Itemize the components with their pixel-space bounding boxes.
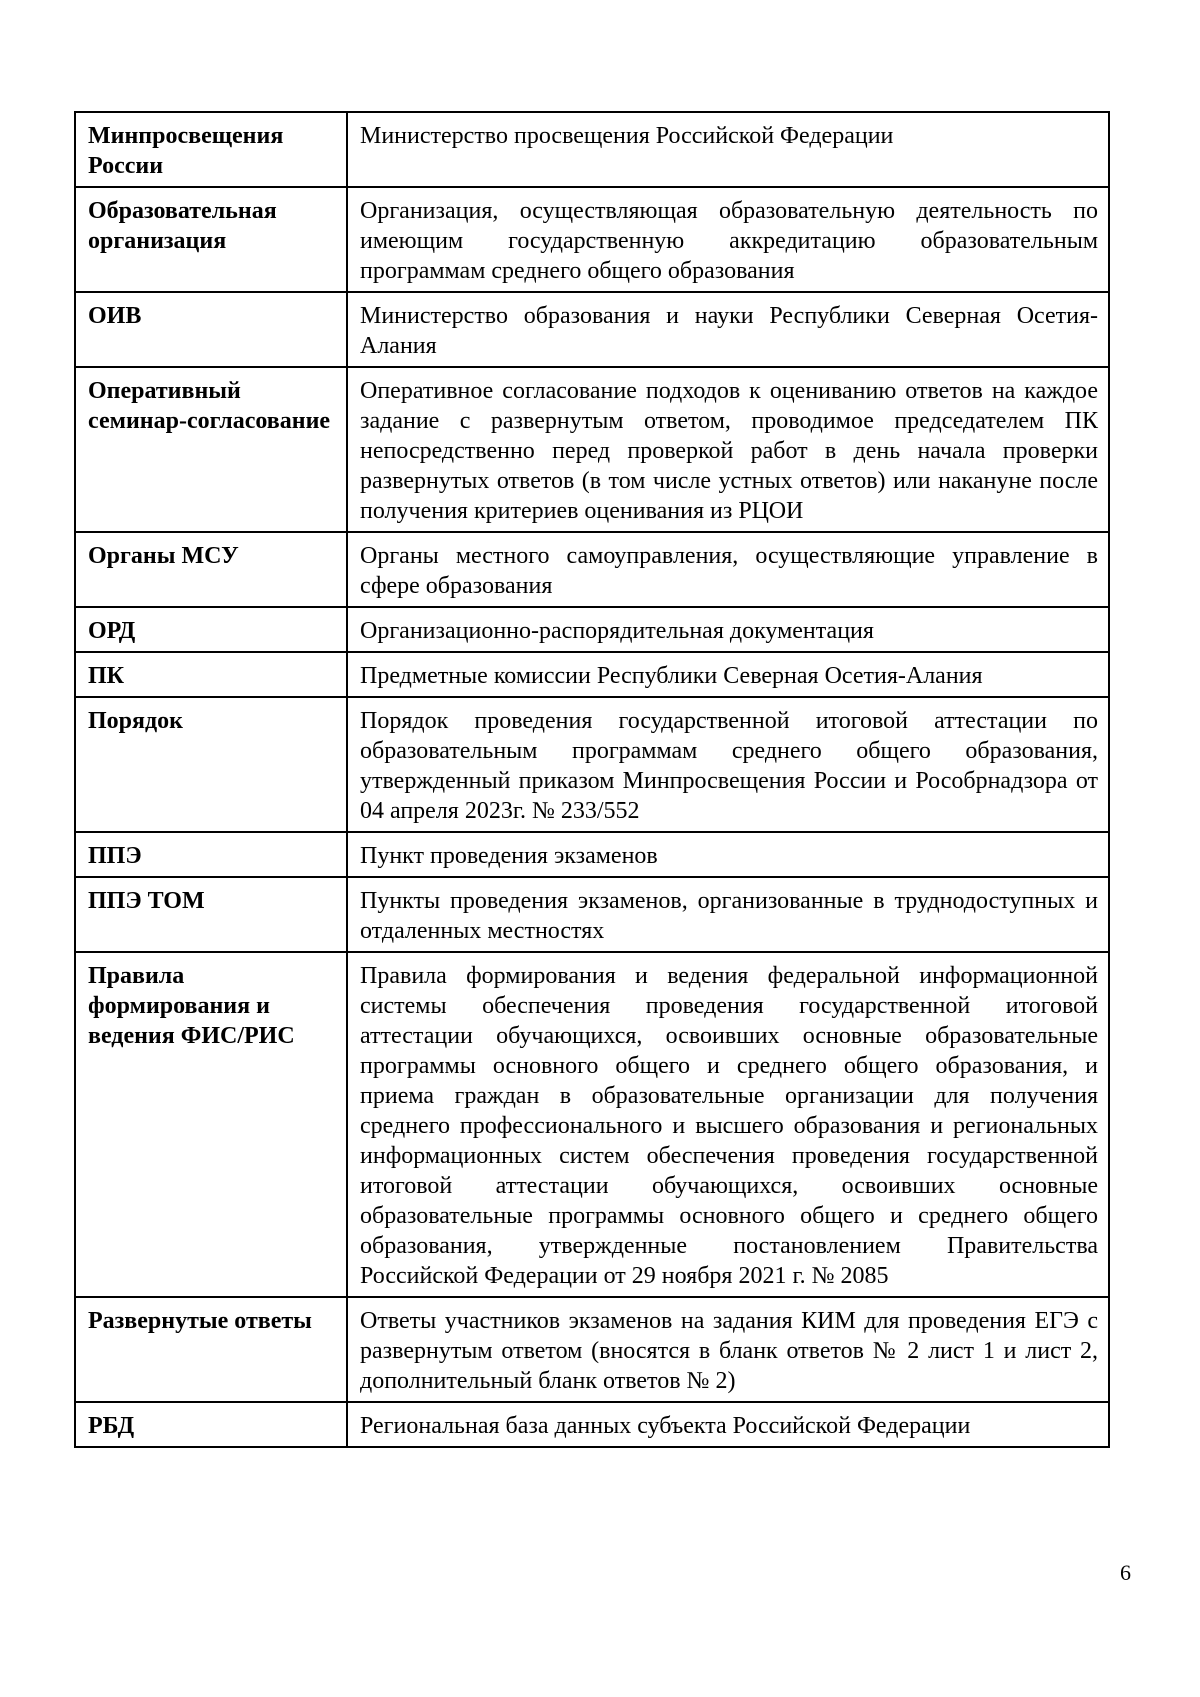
term-cell: Развернутые ответы (75, 1297, 347, 1402)
term-cell: ППЭ ТОМ (75, 877, 347, 952)
definition-cell: Пункты проведения экзаменов, организованные в труднодоступных и отдаленных местностях (347, 877, 1109, 952)
definition-cell: Министерство образования и науки Республики Северная Осетия-Алания (347, 292, 1109, 367)
definition-cell: Порядок проведения государственной итоговой аттестации по образовательным программам среднего общего образования, утвержденный приказом Минпросвещения России и Рособрнадзора от 04 апреля 2023г. № 233/552 (347, 697, 1109, 832)
table-row (75, 607, 1109, 652)
term-cell: Минпросвещения России (75, 112, 347, 187)
page-number: 6 (1120, 1560, 1131, 1585)
definition-cell: Предметные комиссии Республики Северная Осетия-Алания (347, 652, 1109, 697)
term-cell: ППЭ (75, 832, 347, 877)
definition-cell: Органы местного самоуправления, осуществляющие управление в сфере образования (347, 532, 1109, 607)
table-row (75, 187, 1109, 292)
table-row (75, 652, 1109, 697)
table-row (75, 952, 1109, 1297)
table-row (75, 1297, 1109, 1402)
definition-cell: Правила формирования и ведения федеральной информационной системы обеспечения проведения государственной итоговой аттестации обучающихся, освоивших основные образовательные программы основного общего и среднего общего образования, и приема граждан в образовательные организации для получения среднего профессионального и высшего образования и региональных информационных систем обеспечения проведения государственной итоговой аттестации обучающихся, освоивших основные образовательные программы основного общего и среднего общего образования, утвержденные постановлением Правительства Российской Федерации от 29 ноября 2021 г. № 2085 (347, 952, 1109, 1297)
term-cell: Правила формирования и ведения ФИС/РИС (75, 952, 347, 1297)
term-cell: Образовательная организация (75, 187, 347, 292)
table-row (75, 367, 1109, 532)
table-row (75, 292, 1109, 367)
table-row (75, 832, 1109, 877)
definition-cell: Оперативное согласование подходов к оцениванию ответов на каждое задание с развернутым ответом, проводимое председателем ПК непосредственно перед проверкой работ в день начала проверки развернутых ответов (в том числе устных ответов) или накануне после получения критериев оценивания из РЦОИ (347, 367, 1109, 532)
table-row (75, 112, 1109, 187)
term-cell: Оперативный семинар-согласование (75, 367, 347, 532)
term-cell: Органы МСУ (75, 532, 347, 607)
term-cell: РБД (75, 1402, 347, 1447)
definition-cell: Организация, осуществляющая образовательную деятельность по имеющим государственную аккредитацию образовательным программам среднего общего образования (347, 187, 1109, 292)
definition-cell: Министерство просвещения Российской Федерации (347, 112, 1109, 187)
table-row (75, 877, 1109, 952)
table-row (75, 697, 1109, 832)
term-cell: Порядок (75, 697, 347, 832)
abbreviations-table (74, 111, 1110, 1448)
definition-cell: Организационно-распорядительная документация (347, 607, 1109, 652)
term-cell: ОРД (75, 607, 347, 652)
table-row (75, 1402, 1109, 1447)
table-row (75, 532, 1109, 607)
term-cell: ПК (75, 652, 347, 697)
definition-cell: Ответы участников экзаменов на задания КИМ для проведения ЕГЭ с развернутым ответом (вносятся в бланк ответов № 2 лист 1 и лист 2, дополнительный бланк ответов № 2) (347, 1297, 1109, 1402)
definition-cell: Пункт проведения экзаменов (347, 832, 1109, 877)
definition-cell: Региональная база данных субъекта Российской Федерации (347, 1402, 1109, 1447)
term-cell: ОИВ (75, 292, 347, 367)
